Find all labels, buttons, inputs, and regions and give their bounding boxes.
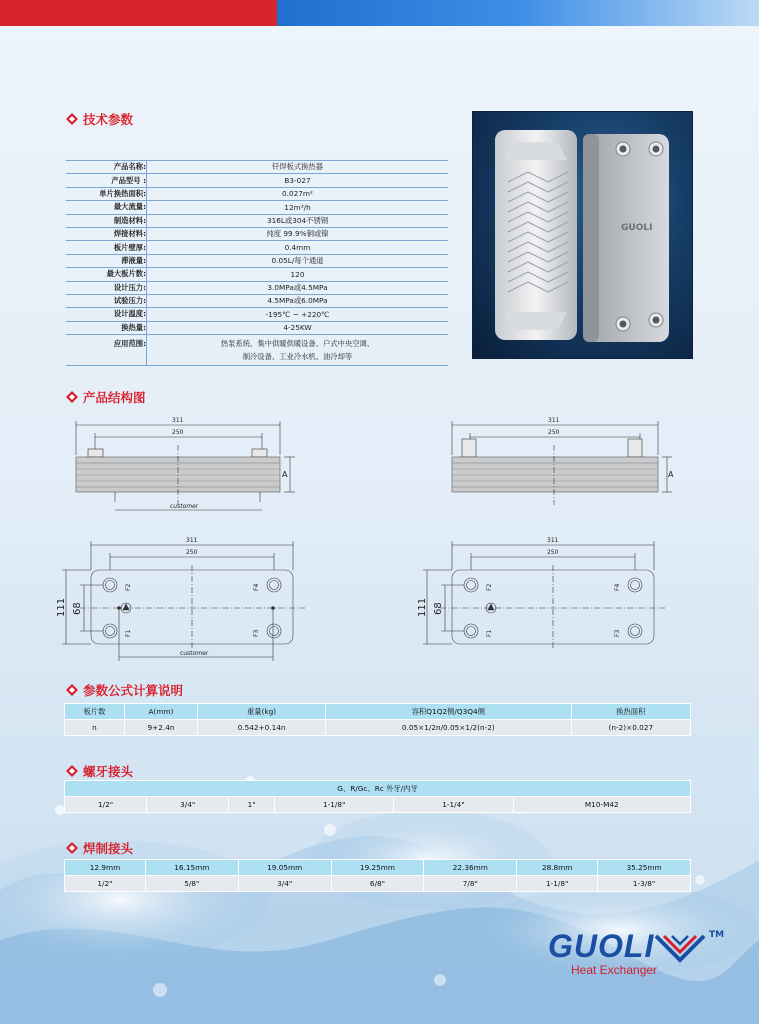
weld-header-cell: 35.25mm [598,860,691,876]
spec-value: 0.4mm [147,241,449,254]
weld-header-cell: 12.9mm [65,860,146,876]
spec-key: 滞液量: [66,254,147,267]
diamond-icon [66,113,78,125]
thread-cell: 1" [229,797,275,813]
spec-value: 钎焊板式换热器 [147,161,449,174]
diamond-icon [66,842,78,854]
section-title-text: 产品结构图 [83,390,146,405]
weld-table [64,859,691,892]
spec-value: 120 [147,268,449,281]
weld-cell: 1/2" [65,876,146,892]
formula-header-cell: 重量(kg) [198,704,326,720]
formula-table [64,703,691,736]
dim-250-left: 250 [172,429,184,436]
formula-cell: 0.542+0.14n [198,720,326,736]
spec-row-range [66,335,448,366]
weld-header-cell: 28.8mm [517,860,598,876]
spec-value: 纯度 99.9%铜或镍 [147,227,449,240]
spec-value: 4-25KW [147,321,449,334]
formula-header-cell: 换热面积 [571,704,690,720]
dim-311-right: 311 [548,417,560,424]
spec-key: 试验压力: [66,294,147,307]
spec-value: 0.05L/每个通道 [147,254,449,267]
port-f1-right: F1 [486,629,493,637]
dim-311-left: 311 [172,417,184,424]
formula-header-cell: A(mm) [124,704,197,720]
formula-cell: n [65,720,125,736]
formula-cell: 0.05×1/2n/0.05×1/2(n-2) [326,720,572,736]
port-f4-right: F4 [614,583,621,591]
weld-cell: 6/8" [331,876,424,892]
weld-cell: 5/8" [145,876,238,892]
section-title-tech [66,110,133,128]
spec-key: 产品名称: [66,161,147,174]
weld-cell: 1-1/8" [517,876,598,892]
formula-cell: (n-2)×0.027 [571,720,690,736]
spec-row [66,241,448,254]
spec-key: 应用范围: [66,335,147,366]
spec-row [66,227,448,240]
spec-key: 设计温度: [66,308,147,321]
thread-cell: 1-1/8" [275,797,394,813]
logo-subtitle: Heat Exchanger [571,963,658,977]
thread-table [64,780,691,813]
port-f2-right: F2 [486,583,493,591]
dim-68-left: 68 [72,602,83,615]
spec-key: 换热量: [66,321,147,334]
section-title-text: 参数公式计算说明 [83,683,184,698]
weld-cell: 7/8" [424,876,517,892]
section-title-weld [66,839,133,857]
dim-a-left: A [282,470,288,479]
spec-row [66,214,448,227]
customer-label-left: customer [170,503,199,510]
spec-row [66,321,448,334]
section-title-formula [66,681,183,699]
dim-311-front-left: 311 [186,537,198,544]
diamond-icon [66,391,78,403]
spec-row [66,268,448,281]
spec-row [66,308,448,321]
thread-cell: 3/4" [147,797,229,813]
spec-value: 3.0MPa或4.5MPa [147,281,449,294]
formula-header-cell: 板片数 [65,704,125,720]
spec-value: 316L或304不锈钢 [147,214,449,227]
top-bar-red [0,0,277,26]
structure-drawings [0,405,759,675]
logo-tm: TM [709,930,725,940]
section-title-structure [66,388,146,406]
logo-brand: GUOLI [548,928,655,964]
spec-key: 最大板片数: [66,268,147,281]
dim-250-front-right: 250 [547,549,559,556]
top-bar-blue [277,0,759,26]
spec-key: 产品型号 : [66,174,147,187]
thread-cell: 1-1/4" [394,797,513,813]
spec-range-line1: 热泵系统、集中供暖供暖设备、户式中央空调、 [220,339,375,349]
weld-cell: 3/4" [238,876,331,892]
dim-311-front-right: 311 [547,537,559,544]
logo-chevron-icon [654,932,706,964]
spec-key: 最大流量: [66,201,147,214]
formula-cell: 9+2.4n [124,720,197,736]
port-f3-right: F3 [614,629,621,637]
spec-value: 4.5MPa或6.0MPa [147,294,449,307]
spec-row [66,294,448,307]
photo-brand-text: GUOLI [621,223,653,233]
dim-111-left: 111 [56,597,67,617]
spec-key: 设计压力: [66,281,147,294]
spec-table [66,160,448,366]
guoli-logo [548,928,738,988]
product-photo [472,111,693,359]
dim-68-right: 68 [433,602,444,615]
diamond-icon [66,765,78,777]
dim-111-right: 111 [417,597,428,617]
section-title-text: 焊制接头 [83,841,134,856]
spec-value: -195℃ ~ +220℃ [147,308,449,321]
dim-250-right: 250 [548,429,560,436]
spec-range-line2: 制冷设备、工业冷水机、油冷却等 [242,352,353,362]
port-f4-left: F4 [253,583,260,591]
section-title-thread [66,762,133,780]
customer-label-front: customer [180,650,209,657]
weld-header-cell: 19.25mm [331,860,424,876]
diamond-icon [66,684,78,696]
spec-value: 0.027m² [147,187,449,200]
spec-key: 板片壁厚: [66,241,147,254]
spec-value: 12m³/h [147,201,449,214]
section-title-text: 螺牙接头 [83,764,134,779]
weld-cell: 1-3/8" [598,876,691,892]
weld-header-cell: 19.05mm [238,860,331,876]
spec-row [66,187,448,200]
spec-key: 单片换热面积: [66,187,147,200]
port-f2-left: F2 [125,583,132,591]
thread-cell: M10-M42 [513,797,690,813]
spec-row [66,201,448,214]
spec-value: B3-027 [147,174,449,187]
thread-cell: 1/2" [65,797,147,813]
section-title-text: 技术参数 [83,112,134,127]
spec-row [66,161,448,174]
spec-row [66,174,448,187]
spec-row [66,254,448,267]
spec-key: 焊接材料: [66,227,147,240]
weld-header-cell: 22.36mm [424,860,517,876]
formula-header-cell: 容积Q1Q2侧/Q3Q4侧 [326,704,572,720]
dim-a-right: A [668,470,674,479]
spec-row [66,281,448,294]
port-f1-left: F1 [125,629,132,637]
port-f3-left: F3 [253,629,260,637]
dim-250-front-left: 250 [186,549,198,556]
thread-header: G、R/Gc、Rc 外牙/内牙 [65,781,691,797]
weld-header-cell: 16.15mm [145,860,238,876]
spec-key: 制造材料: [66,214,147,227]
